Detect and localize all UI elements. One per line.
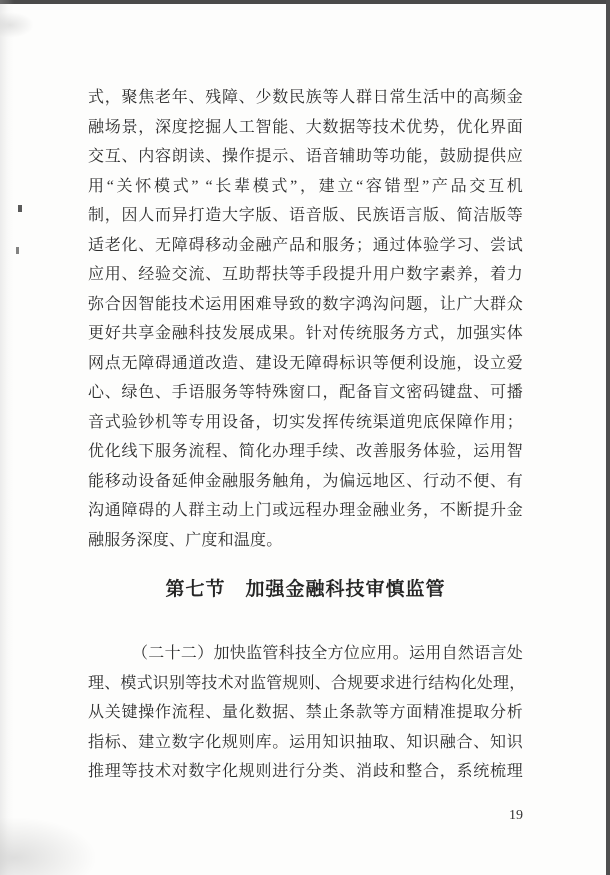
text-line: 优化线下服务流程、简化办理手续、改善服务体验，运用智 [88,443,523,460]
text-line: 网点无障碍通道改造、建设无障碍标识等便利设施，设立爱 [88,354,523,372]
text-line: 融场景，深度挖掘人工智能、大数据等技术优势，优化界面 [88,118,523,136]
scan-smudge-bottom-left [0,818,95,875]
text-line: 交互、内容朗读、操作提示、语音辅助等功能，鼓励提供应 [88,148,523,165]
text-line: 弥合因智能技术运用困难导致的数字鸿沟问题，让广大群众 [88,295,523,313]
section-heading: 第七节 加强金融科技审慎监管 [165,579,446,600]
scan-left-shading [0,0,14,875]
text-line: 式，聚焦老年、残障、少数民族等人群日常生活中的高频金 [88,89,523,106]
text-line: 更好共享金融科技发展成果。针对传统服务方式，加强实体 [88,325,523,342]
text-line: 音式验钞机等专用设备，切实发挥传统渠道兜底保障作用； [88,413,523,431]
text-line: 用“关怀模式” “长辈模式”，建立“容错型”产品交互机 [88,177,523,195]
body-paragraph-2 [88,639,526,787]
text-line: 理、模式识别等技术对监管规则、合规要求进行结构化处理， [88,674,526,692]
scan-artifact-mark [18,205,22,212]
text-line: 指标、建立数字化规则库。运用知识抽取、知识融合、知识 [88,733,523,751]
text-line: 从关键操作流程、量化数据、禁止条款等方面精准提取分析 [88,704,523,721]
text-line: 融服务深度、广度和温度。 [88,531,283,549]
page-number: 19 [509,808,523,823]
text-line: 适老化、无障碍移动金融产品和服务；通过体验学习、尝试 [88,236,523,254]
text-line: 心、绿色、手语服务等特殊窗口，配备盲文密码键盘、可播 [88,384,523,401]
scan-smudge-top-left [0,12,34,38]
text-line: 沟通障碍的人群主动上门或远程办理金融业务，不断提升金 [88,502,523,519]
scan-artifact-mark [16,247,19,254]
text-line: 推理等技术对数字化规则进行分类、消歧和整合，系统梳理 [88,763,523,780]
text-line: 应用、经验交流、互助帮扶等手段提升用户数字素养，着力 [88,266,523,283]
scan-edge-top [0,0,610,4]
text-line: （二十二）加快监管科技全方位应用。运用自然语言处 [132,645,523,662]
body-paragraph-1 [88,83,523,555]
scan-edge-right [606,0,610,875]
text-line: 制，因人而异打造大字版、语音版、民族语言版、简洁版等 [88,207,523,224]
text-line: 能移动设备延伸金融服务触角，为偏远地区、行动不便、有 [88,472,523,490]
